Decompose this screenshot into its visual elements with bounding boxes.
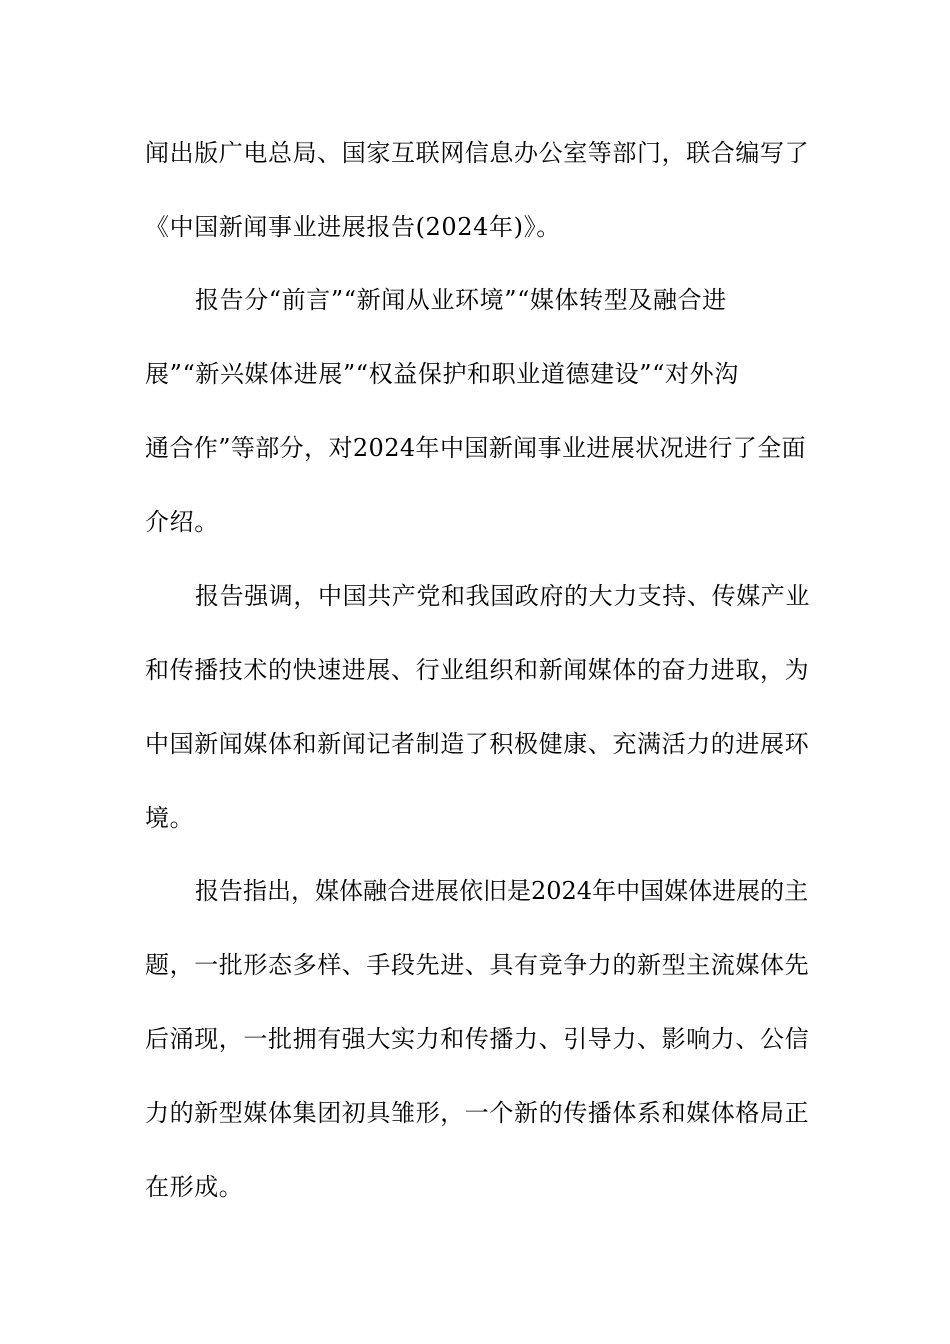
- text-line: 在形成。: [145, 1173, 244, 1201]
- text-line: 闻出版广电总局、国家互联网信息办公室等部门，联合编写了: [145, 139, 810, 167]
- text-line: 展”“新兴媒体进展”“权益保护和职业道德建设”“对外沟: [145, 360, 739, 388]
- text-line: 《中国新闻事业进展报告(2024年)》。: [145, 213, 561, 241]
- text-line: 后涌现，一批拥有强大实力和传播力、引导力、影响力、公信: [145, 1025, 810, 1053]
- paragraph-start-line: 报告分“前言”“新闻从业环境”“媒体转型及融合进: [195, 286, 727, 314]
- text-line: 题，一批形态多样、手段先进、具有竞争力的新型主流媒体先: [145, 951, 810, 979]
- text-line: 中国新闻媒体和新闻记者制造了积极健康、充满活力的进展环: [145, 730, 810, 758]
- text-line: 介绍。: [145, 508, 219, 536]
- paragraph-start-line: 报告强调，中国共产党和我国政府的大力支持、传媒产业: [195, 582, 810, 610]
- text-line: 通合作”等部分，对2024年中国新闻事业进展状况进行了全面: [145, 434, 806, 462]
- text-line: 和传播技术的快速进展、行业组织和新闻媒体的奋力进取，为: [145, 656, 810, 684]
- text-line: 境。: [145, 804, 195, 832]
- paragraph-start-line: 报告指出，媒体融合进展依旧是2024年中国媒体进展的主: [195, 877, 809, 905]
- text-line: 力的新型媒体集团初具雏形，一个新的传播体系和媒体格局正: [145, 1099, 810, 1127]
